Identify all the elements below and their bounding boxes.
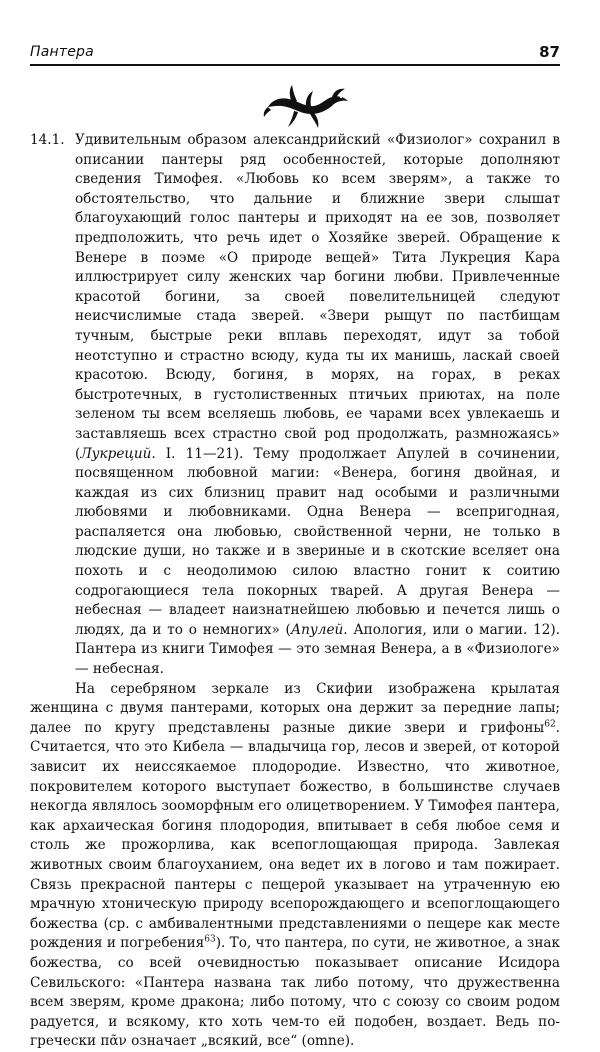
text-run: . I. 11—21). Тему продолжает Апулей в сочинении, посвященном любовной магии: «Венера, богиня двойная, и каждая из сих близниц правит над особыми и различными любовями и любовниками. Одна Венера — всепригодная, распаляется она любовью, свойственной черни, не только в людские души, но также и в звериные и в скотские вселяет она похоть и с неодолимою силою властно гонит к соитию содрогающиеся тела покорных тварей. А другая Венера — небесная — владеет наизнатнейшею любовью и печется лишь о людях, да и то о немногих» ( [75,445,560,638]
paragraph-14-1 [30,131,560,680]
section-number: 14.1. [30,132,65,148]
text-run: На серебряном зеркале из Скифии изображена крылатая женщина с двумя пантерами, которых она держит за передние лапы; далее по кругу представлены разные дикие звери и грифоны [30,680,560,736]
header-rule [30,64,560,66]
text-run: Удивительным образом александрийский «Физиолог» сохранил в описании пантеры ряд особенностей, которые дополняют сведения Тимофея. «Любовь ко всем зверям», а также то обстоятельство, что дальние и ближние звери слышат благоухающий голос пантеры и приходят на ее зов, позволяет предположить, что речь идет о Хозяйке зверей. Обращение к Венере в поэме «О природе вещей» Тита Лукреция Кара иллюстрирует силу женских чар богини любви. Привлеченные красотой богини, за своей повелительницей следуют неисчислимые стада зверей. «Звери рыщут по пастбищам тучным, быстрые реки вплавь переходят, идут за тобой неотступно и страстно всюду, куда ты их манишь, ласкай своей красотою. Всюду, богиня, в морях, на горах, в реках быстротечных, в густолиственных птичьих приютах, на поле зеленом ты всем вселяешь любовь, ее чарами всех увлекаешь и заставляешь всех страстно свой род продолжать, размножаясь» ( [75,132,560,462]
citation-author: Лукреций [80,445,152,462]
text-run: ). То, что пантера, по сути, не животное, а знак божества, со всей очевидностью показывает описание Исидора Севильского: «Пантера названа так либо потому, что дружественна всем зверям, кроме дракона; либо потому, что с союзу со своим родом радуется, и всякому, кто хоть чем-то ей подобен, воздает. Ведь по-гречески πᾶν означает „всякий, все“ (omne). [30,935,560,1050]
main-text [30,131,560,1052]
footnote-ref[interactable]: 62 [544,719,556,730]
page-number: 87 [539,43,560,61]
text-run: . Считается, что это Кибела — владычица гор, лесов и зверей, от которой зависит их неиссякаемое плодородие. Известно, что животное, покровителем которого выступает божество, в большинстве случаев некогда являлось зооморфным его олицетворением. У Тимофея пантера, как архаическая богиня плодородия, впитывает в себя любое семя и столь же прожорлива, как всепоглощающая природа. Завлекая животных своим благоуханием, она ведет их в логово и там пожирает. Связь прекрасной пантеры с пещерой указывает на утраченную ею мрачную хтоническую природу всепорождающего и всепоглощающего божества (ср. с амбивалентными представлениями о пещере как месте рождения и погребения [30,719,560,952]
text-run: . Апология, или о магии. 12). Пантера из книги Тимофея — это земная Венера, а в «Физиологе» — небесная. [75,621,560,678]
lizard-ornament-icon [262,83,350,129]
footnote-ref[interactable]: 63 [204,934,216,945]
running-head: Пантера [30,44,94,60]
page-header [30,40,560,66]
paragraph-mirror [30,680,560,1052]
citation-author: Апулей [290,621,344,638]
